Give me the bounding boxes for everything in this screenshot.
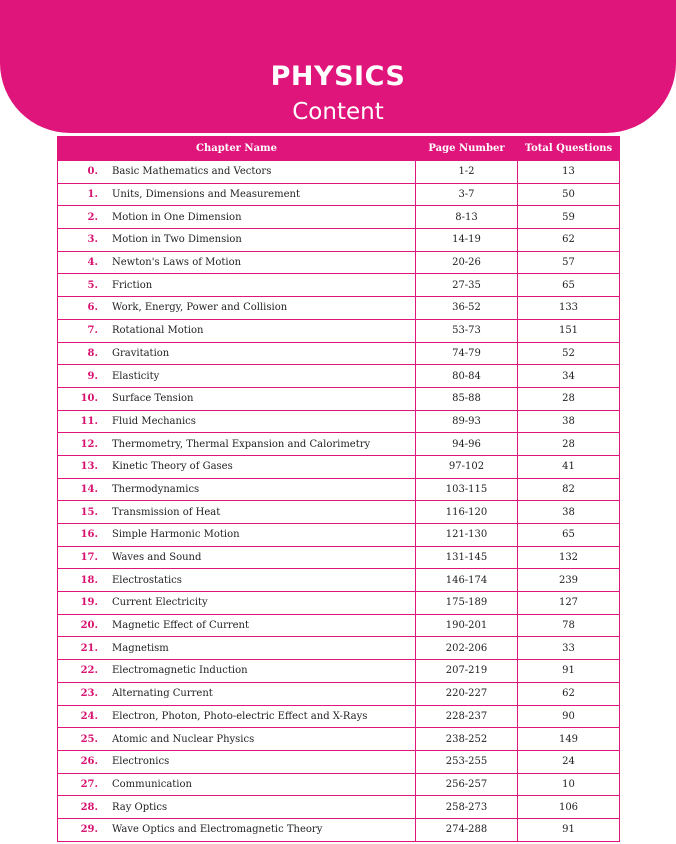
chapter-number: 15. <box>80 506 98 518</box>
total-questions-cell: 239 <box>518 569 620 592</box>
table-row <box>58 569 620 592</box>
chapter-name: Newton's Laws of Motion <box>112 257 242 269</box>
chapter-name: Transmission of Heat <box>112 506 221 518</box>
total-questions-cell: 132 <box>518 546 620 569</box>
chapter-number: 26. <box>80 756 98 768</box>
table-row <box>58 682 620 705</box>
total-questions-cell: 13 <box>518 161 620 184</box>
page-number-cell: 3-7 <box>416 183 518 206</box>
chapter-name: Gravitation <box>112 347 170 359</box>
chapter-name-cell <box>58 524 416 547</box>
chapter-name: Current Electricity <box>112 597 208 609</box>
total-questions-cell: 106 <box>518 796 620 819</box>
chapter-number: 0. <box>87 166 98 178</box>
page-number-cell: 74-79 <box>416 342 518 365</box>
chapter-name: Waves and Sound <box>112 552 202 564</box>
chapter-name-cell <box>58 229 416 252</box>
total-questions-cell: 38 <box>518 410 620 433</box>
total-questions-cell: 149 <box>518 728 620 751</box>
chapter-name-cell <box>58 455 416 478</box>
chapter-number: 25. <box>80 733 98 745</box>
chapter-name-cell <box>58 433 416 456</box>
chapter-name: Simple Harmonic Motion <box>112 529 240 541</box>
page-number-cell: 103-115 <box>416 478 518 501</box>
chapter-name-cell <box>58 206 416 229</box>
page-number-cell: 27-35 <box>416 274 518 297</box>
chapter-name-cell <box>58 501 416 524</box>
total-questions-cell: 90 <box>518 705 620 728</box>
chapter-name-cell <box>58 297 416 320</box>
chapter-number: 8. <box>87 347 98 359</box>
chapter-name: Atomic and Nuclear Physics <box>112 733 255 745</box>
chapter-number: 16. <box>80 529 98 541</box>
page-number-cell: 14-19 <box>416 229 518 252</box>
table-row <box>58 161 620 184</box>
chapter-name-cell <box>58 478 416 501</box>
chapter-number: 19. <box>80 597 98 609</box>
table-row <box>58 274 620 297</box>
page-number-cell: 116-120 <box>416 501 518 524</box>
total-questions-cell: 65 <box>518 524 620 547</box>
chapter-name: Electrostatics <box>112 574 182 586</box>
table-row <box>58 705 620 728</box>
total-questions-cell: 28 <box>518 433 620 456</box>
chapter-name: Motion in Two Dimension <box>112 234 242 246</box>
table-row <box>58 319 620 342</box>
total-questions-cell: 133 <box>518 297 620 320</box>
chapter-name-cell <box>58 161 416 184</box>
page-number-cell: 253-255 <box>416 750 518 773</box>
chapter-number: 21. <box>80 642 98 654</box>
page-number-cell: 20-26 <box>416 251 518 274</box>
chapter-number: 7. <box>87 325 98 337</box>
chapter-name: Wave Optics and Electromagnetic Theory <box>112 824 323 836</box>
chapter-name-cell <box>58 274 416 297</box>
chapter-name: Basic Mathematics and Vectors <box>112 166 272 178</box>
table-row <box>58 750 620 773</box>
page-number-cell: 85-88 <box>416 387 518 410</box>
page-number-cell: 131-145 <box>416 546 518 569</box>
total-questions-cell: 62 <box>518 229 620 252</box>
chapter-number: 24. <box>80 710 98 722</box>
chapter-name-cell <box>58 251 416 274</box>
chapter-name: Electronics <box>112 756 170 768</box>
table-row <box>58 410 620 433</box>
table-row <box>58 455 620 478</box>
chapter-name-cell <box>58 614 416 637</box>
chapter-name-cell <box>58 592 416 615</box>
chapter-number: 4. <box>87 257 98 269</box>
chapter-name: Alternating Current <box>112 688 213 700</box>
table-row <box>58 524 620 547</box>
page-subtitle: Content <box>292 99 384 125</box>
chapter-name-cell <box>58 410 416 433</box>
table-row <box>58 614 620 637</box>
table-row <box>58 229 620 252</box>
page-number-cell: 121-130 <box>416 524 518 547</box>
page-number-cell: 190-201 <box>416 614 518 637</box>
table-row <box>58 546 620 569</box>
total-questions-cell: 52 <box>518 342 620 365</box>
total-questions-cell: 28 <box>518 387 620 410</box>
chapter-name-cell <box>58 728 416 751</box>
column-header-chapter-name: Chapter Name <box>58 137 416 161</box>
chapter-name: Rotational Motion <box>112 325 204 337</box>
chapter-name-cell <box>58 818 416 841</box>
chapter-name-cell <box>58 705 416 728</box>
chapter-name: Communication <box>112 778 192 790</box>
table-header <box>58 137 620 161</box>
contents-table <box>57 136 620 842</box>
table-row <box>58 251 620 274</box>
chapter-name: Friction <box>112 279 153 291</box>
total-questions-cell: 24 <box>518 750 620 773</box>
chapter-number: 9. <box>87 370 98 382</box>
page-number-cell: 94-96 <box>416 433 518 456</box>
chapter-number: 20. <box>80 620 98 632</box>
page-number-cell: 202-206 <box>416 637 518 660</box>
table-row <box>58 387 620 410</box>
chapter-number: 14. <box>80 483 98 495</box>
table-row <box>58 478 620 501</box>
chapter-number: 28. <box>80 801 98 813</box>
table-row <box>58 501 620 524</box>
total-questions-cell: 91 <box>518 818 620 841</box>
page-number-cell: 238-252 <box>416 728 518 751</box>
page-number-cell: 228-237 <box>416 705 518 728</box>
table-row <box>58 206 620 229</box>
page-number-cell: 256-257 <box>416 773 518 796</box>
chapter-name-cell <box>58 387 416 410</box>
chapter-name-cell <box>58 682 416 705</box>
chapter-number: 11. <box>80 415 98 427</box>
page-number-cell: 220-227 <box>416 682 518 705</box>
page-number-cell: 207-219 <box>416 660 518 683</box>
chapter-number: 3. <box>87 234 98 246</box>
chapter-number: 1. <box>87 189 98 201</box>
table-row <box>58 183 620 206</box>
chapter-name-cell <box>58 183 416 206</box>
table-row <box>58 433 620 456</box>
chapter-name: Electron, Photon, Photo-electric Effect and X-Rays <box>112 710 368 722</box>
table-row <box>58 796 620 819</box>
chapter-name-cell <box>58 569 416 592</box>
page-number-cell: 8-13 <box>416 206 518 229</box>
table-row <box>58 660 620 683</box>
chapter-name-cell <box>58 319 416 342</box>
column-header-total-questions: Total Questions <box>518 137 620 161</box>
chapter-number: 6. <box>87 302 98 314</box>
chapter-number: 2. <box>87 211 98 223</box>
total-questions-cell: 34 <box>518 365 620 388</box>
chapter-name-cell <box>58 365 416 388</box>
chapter-name-cell <box>58 796 416 819</box>
table-row <box>58 818 620 841</box>
total-questions-cell: 59 <box>518 206 620 229</box>
chapter-name-cell <box>58 750 416 773</box>
chapter-name: Fluid Mechanics <box>112 415 196 427</box>
chapter-name-cell <box>58 773 416 796</box>
page-number-cell: 146-174 <box>416 569 518 592</box>
table-row <box>58 773 620 796</box>
table-row <box>58 365 620 388</box>
chapter-name: Electromagnetic Induction <box>112 665 248 677</box>
chapter-number: 5. <box>87 279 98 291</box>
total-questions-cell: 41 <box>518 455 620 478</box>
column-header-page-number: Page Number <box>416 137 518 161</box>
chapter-number: 12. <box>80 438 98 450</box>
total-questions-cell: 65 <box>518 274 620 297</box>
chapter-name: Ray Optics <box>112 801 168 813</box>
total-questions-cell: 38 <box>518 501 620 524</box>
chapter-number: 29. <box>80 824 98 836</box>
total-questions-cell: 57 <box>518 251 620 274</box>
chapter-name-cell <box>58 637 416 660</box>
chapter-name: Motion in One Dimension <box>112 211 242 223</box>
table-row <box>58 592 620 615</box>
header-row <box>58 137 620 161</box>
chapter-name-cell <box>58 342 416 365</box>
chapter-name: Elasticity <box>112 370 160 382</box>
table-row <box>58 637 620 660</box>
chapter-name: Work, Energy, Power and Collision <box>112 302 288 314</box>
page-number-cell: 1-2 <box>416 161 518 184</box>
chapter-name: Magnetism <box>112 642 169 654</box>
chapter-number: 17. <box>80 552 98 564</box>
page-number-cell: 258-273 <box>416 796 518 819</box>
page-number-cell: 53-73 <box>416 319 518 342</box>
page-number-cell: 89-93 <box>416 410 518 433</box>
chapter-name: Magnetic Effect of Current <box>112 620 250 632</box>
page-number-cell: 274-288 <box>416 818 518 841</box>
table-row <box>58 342 620 365</box>
chapter-name-cell <box>58 660 416 683</box>
table-row <box>58 728 620 751</box>
chapter-number: 10. <box>80 393 98 405</box>
chapter-name: Surface Tension <box>112 393 194 405</box>
chapter-number: 22. <box>80 665 98 677</box>
total-questions-cell: 127 <box>518 592 620 615</box>
chapter-number: 13. <box>80 461 98 473</box>
total-questions-cell: 91 <box>518 660 620 683</box>
chapter-number: 18. <box>80 574 98 586</box>
total-questions-cell: 50 <box>518 183 620 206</box>
total-questions-cell: 151 <box>518 319 620 342</box>
page-number-cell: 97-102 <box>416 455 518 478</box>
page-title: PHYSICS <box>270 61 406 92</box>
total-questions-cell: 62 <box>518 682 620 705</box>
chapter-number: 27. <box>80 778 98 790</box>
chapter-name: Kinetic Theory of Gases <box>112 461 233 473</box>
total-questions-cell: 33 <box>518 637 620 660</box>
table-body <box>58 161 620 842</box>
page-number-cell: 80-84 <box>416 365 518 388</box>
total-questions-cell: 82 <box>518 478 620 501</box>
chapter-name: Thermodynamics <box>112 483 200 495</box>
page-number-cell: 175-189 <box>416 592 518 615</box>
total-questions-cell: 78 <box>518 614 620 637</box>
total-questions-cell: 10 <box>518 773 620 796</box>
page-number-cell: 36-52 <box>416 297 518 320</box>
chapter-name-cell <box>58 546 416 569</box>
table-row <box>58 297 620 320</box>
chapter-number: 23. <box>80 688 98 700</box>
chapter-name: Units, Dimensions and Measurement <box>112 189 300 201</box>
chapter-name: Thermometry, Thermal Expansion and Calorimetry <box>112 438 371 450</box>
